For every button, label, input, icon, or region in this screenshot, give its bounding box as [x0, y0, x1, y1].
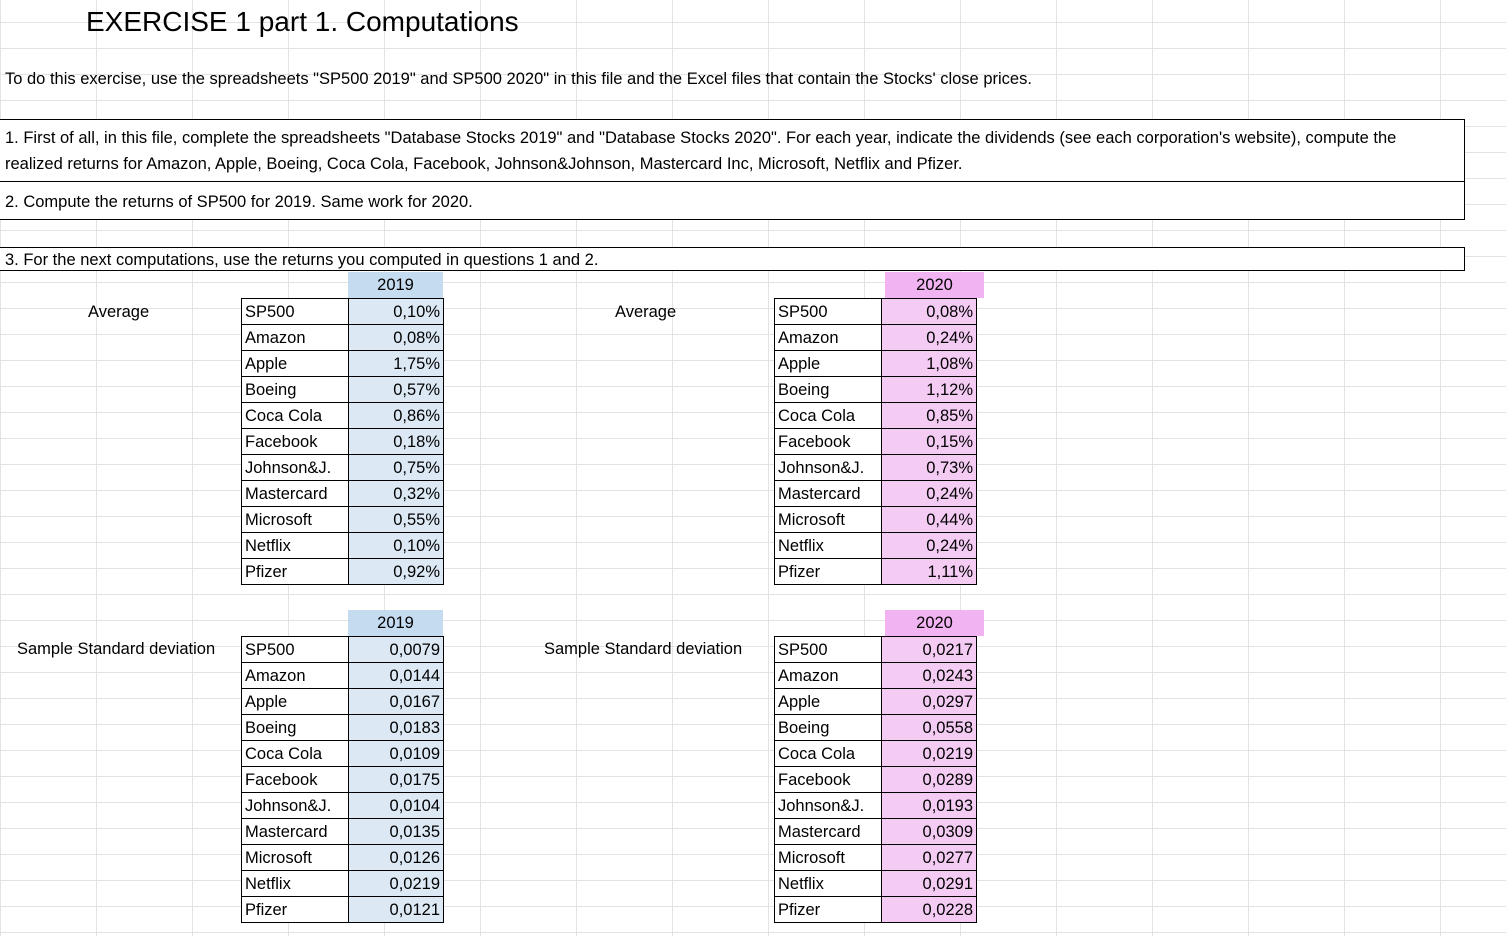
- stdev-2019-ticker-cell[interactable]: Mastercard: [242, 819, 349, 845]
- stdev-2020-value-cell[interactable]: 0,0277: [882, 845, 977, 871]
- table-row: [242, 481, 444, 507]
- year-header-2020-stdev[interactable]: 2020: [885, 610, 984, 636]
- average-2020-value-cell[interactable]: 0,73%: [882, 455, 977, 481]
- average-2020-value-cell[interactable]: 0,24%: [882, 325, 977, 351]
- stdev-2020-ticker-cell[interactable]: Netflix: [775, 871, 882, 897]
- table-row: [242, 819, 444, 845]
- average-2020-value-cell[interactable]: 0,08%: [882, 299, 977, 325]
- table-row: [242, 767, 444, 793]
- stdev-2019-value-cell[interactable]: 0,0183: [349, 715, 444, 741]
- average-2019-value-cell[interactable]: 0,32%: [349, 481, 444, 507]
- table-row: [242, 533, 444, 559]
- table-row: [242, 715, 444, 741]
- average-2020-ticker-cell[interactable]: Pfizer: [775, 559, 882, 585]
- stdev-2020-value-cell[interactable]: 0,0243: [882, 663, 977, 689]
- stdev-2019-ticker-cell[interactable]: SP500: [242, 637, 349, 663]
- table-row: [775, 429, 977, 455]
- stdev-2019-ticker-cell[interactable]: Facebook: [242, 767, 349, 793]
- stdev-2020-value-cell[interactable]: 0,0289: [882, 767, 977, 793]
- table-row: [242, 351, 444, 377]
- table-row: [775, 403, 977, 429]
- average-2019-value-cell[interactable]: 1,75%: [349, 351, 444, 377]
- question-3-text: 3. For the next computations, use the returns you computed in questions 1 and 2.: [5, 251, 599, 269]
- average-2020-ticker-cell[interactable]: Johnson&J.: [775, 455, 882, 481]
- stdev-2019-ticker-cell[interactable]: Johnson&J.: [242, 793, 349, 819]
- table-row: [775, 741, 977, 767]
- average-2020-ticker-cell[interactable]: Amazon: [775, 325, 882, 351]
- stdev-2019-value-cell[interactable]: 0,0079: [349, 637, 444, 663]
- average-2019-ticker-cell[interactable]: Mastercard: [242, 481, 349, 507]
- average-table-2020: [774, 298, 977, 585]
- average-label-2020[interactable]: Average: [615, 303, 677, 321]
- question-2-text: 2. Compute the returns of SP500 for 2019. Same work for 2020.: [5, 193, 473, 211]
- average-2020-value-cell[interactable]: 0,44%: [882, 507, 977, 533]
- stdev-2019-value-cell[interactable]: 0,0109: [349, 741, 444, 767]
- stdev-2020-ticker-cell[interactable]: Pfizer: [775, 897, 882, 923]
- stdev-2019-value-cell[interactable]: 0,0219: [349, 871, 444, 897]
- stdev-2020-value-cell[interactable]: 0,0558: [882, 715, 977, 741]
- average-2020-ticker-cell[interactable]: Boeing: [775, 377, 882, 403]
- average-2019-value-cell[interactable]: 0,10%: [349, 299, 444, 325]
- year-header-2020-average[interactable]: 2020: [885, 272, 984, 298]
- table-row: [775, 689, 977, 715]
- average-2019-ticker-cell[interactable]: Microsoft: [242, 507, 349, 533]
- average-2020-ticker-cell[interactable]: Mastercard: [775, 481, 882, 507]
- table-row: [775, 533, 977, 559]
- table-row: [242, 377, 444, 403]
- stdev-2019-value-cell[interactable]: 0,0126: [349, 845, 444, 871]
- table-row: [242, 455, 444, 481]
- average-2019-ticker-cell[interactable]: Amazon: [242, 325, 349, 351]
- table-row: [242, 871, 444, 897]
- table-row: [775, 507, 977, 533]
- average-2020-ticker-cell[interactable]: Apple: [775, 351, 882, 377]
- table-row: [242, 507, 444, 533]
- table-row: [775, 455, 977, 481]
- stdev-2020-value-cell[interactable]: 0,0297: [882, 689, 977, 715]
- average-2019-value-cell[interactable]: 0,55%: [349, 507, 444, 533]
- table-row: [242, 325, 444, 351]
- stdev-2020-ticker-cell[interactable]: Microsoft: [775, 845, 882, 871]
- stdev-2019-value-cell[interactable]: 0,0104: [349, 793, 444, 819]
- table-row: [242, 637, 444, 663]
- average-2020-ticker-cell[interactable]: Netflix: [775, 533, 882, 559]
- stdev-2020-value-cell[interactable]: 0,0309: [882, 819, 977, 845]
- average-2020-value-cell[interactable]: 0,15%: [882, 429, 977, 455]
- table-row: [775, 897, 977, 923]
- average-label-2019[interactable]: Average: [88, 303, 150, 321]
- stdev-2019-ticker-cell[interactable]: Microsoft: [242, 845, 349, 871]
- stdev-table-2019: [241, 636, 444, 923]
- average-2019-ticker-cell[interactable]: Pfizer: [242, 559, 349, 585]
- stdev-table-2020: [774, 636, 977, 923]
- average-2019-ticker-cell[interactable]: Facebook: [242, 429, 349, 455]
- table-row: [775, 481, 977, 507]
- stdev-2020-value-cell[interactable]: 0,0219: [882, 741, 977, 767]
- table-row: [242, 559, 444, 585]
- stdev-2020-value-cell[interactable]: 0,0291: [882, 871, 977, 897]
- average-2020-value-cell[interactable]: 1,08%: [882, 351, 977, 377]
- table-row: [242, 403, 444, 429]
- stdev-2020-value-cell[interactable]: 0,0217: [882, 637, 977, 663]
- average-2019-value-cell[interactable]: 0,86%: [349, 403, 444, 429]
- table-row: [242, 299, 444, 325]
- stdev-2020-ticker-cell[interactable]: Mastercard: [775, 819, 882, 845]
- average-table-2019: [241, 298, 444, 585]
- average-2019-ticker-cell[interactable]: Johnson&J.: [242, 455, 349, 481]
- average-2019-ticker-cell[interactable]: Coca Cola: [242, 403, 349, 429]
- stdev-2020-ticker-cell[interactable]: SP500: [775, 637, 882, 663]
- average-2020-ticker-cell[interactable]: Coca Cola: [775, 403, 882, 429]
- stdev-2020-ticker-cell[interactable]: Amazon: [775, 663, 882, 689]
- average-2020-value-cell[interactable]: 1,12%: [882, 377, 977, 403]
- table-row: [775, 377, 977, 403]
- table-row: [242, 845, 444, 871]
- year-header-2019-stdev[interactable]: 2019: [348, 610, 443, 636]
- stdev-2019-value-cell[interactable]: 0,0167: [349, 689, 444, 715]
- stdev-2020-ticker-cell[interactable]: Coca Cola: [775, 741, 882, 767]
- stdev-2019-ticker-cell[interactable]: Netflix: [242, 871, 349, 897]
- average-2019-ticker-cell[interactable]: Boeing: [242, 377, 349, 403]
- table-row: [242, 429, 444, 455]
- average-2019-value-cell[interactable]: 0,10%: [349, 533, 444, 559]
- average-2020-ticker-cell[interactable]: Facebook: [775, 429, 882, 455]
- table-row: [775, 637, 977, 663]
- table-row: [242, 793, 444, 819]
- table-row: [775, 715, 977, 741]
- average-2020-ticker-cell[interactable]: SP500: [775, 299, 882, 325]
- average-2019-value-cell[interactable]: 0,75%: [349, 455, 444, 481]
- table-row: [242, 663, 444, 689]
- stdev-2019-value-cell[interactable]: 0,0121: [349, 897, 444, 923]
- average-2019-value-cell[interactable]: 0,08%: [349, 325, 444, 351]
- question-2-cell[interactable]: [0, 181, 1465, 220]
- table-row: [775, 351, 977, 377]
- average-2019-value-cell[interactable]: 0,92%: [349, 559, 444, 585]
- table-row: [775, 793, 977, 819]
- table-row: [775, 871, 977, 897]
- stdev-2019-value-cell[interactable]: 0,0135: [349, 819, 444, 845]
- average-2019-ticker-cell[interactable]: Netflix: [242, 533, 349, 559]
- stdev-2020-value-cell[interactable]: 0,0228: [882, 897, 977, 923]
- average-2020-value-cell[interactable]: 0,24%: [882, 533, 977, 559]
- stdev-2019-ticker-cell[interactable]: Apple: [242, 689, 349, 715]
- stdev-2020-ticker-cell[interactable]: Boeing: [775, 715, 882, 741]
- table-row: [775, 299, 977, 325]
- table-row: [775, 767, 977, 793]
- average-2020-value-cell[interactable]: 1,11%: [882, 559, 977, 585]
- stdev-label-2020[interactable]: Sample Standard deviation: [544, 640, 743, 658]
- question-3-cell[interactable]: [0, 247, 1465, 271]
- stdev-2020-value-cell[interactable]: 0,0193: [882, 793, 977, 819]
- stdev-2020-ticker-cell[interactable]: Apple: [775, 689, 882, 715]
- question-1-text: 1. First of all, in this file, complete the spreadsheets "Database Stocks 2019" and "Database Stocks 2020". For each year, indicate the dividends (see each corporation's website), compute the realized returns for Amazon, Apple, Boeing, Coca Cola, Facebook, Johnson&Johnson, Mastercard Inc, Microsoft, Netflix and Pfizer.: [5, 129, 1397, 173]
- table-row: [242, 897, 444, 923]
- table-row: [775, 845, 977, 871]
- average-2019-value-cell[interactable]: 0,57%: [349, 377, 444, 403]
- sheet-title[interactable]: EXERCISE 1 part 1. Computations: [86, 6, 519, 37]
- table-row: [242, 689, 444, 715]
- table-row: [775, 559, 977, 585]
- table-row: [775, 325, 977, 351]
- stdev-2019-value-cell[interactable]: 0,0175: [349, 767, 444, 793]
- table-row: [242, 741, 444, 767]
- stdev-2020-ticker-cell[interactable]: Johnson&J.: [775, 793, 882, 819]
- stdev-2019-ticker-cell[interactable]: Boeing: [242, 715, 349, 741]
- question-1-cell[interactable]: [0, 119, 1465, 182]
- average-2019-ticker-cell[interactable]: Apple: [242, 351, 349, 377]
- table-row: [775, 663, 977, 689]
- average-2020-value-cell[interactable]: 0,24%: [882, 481, 977, 507]
- intro-text[interactable]: To do this exercise, use the spreadsheets "SP500 2019" and SP500 2020" in this file and the Excel files that contain the Stocks' close prices.: [5, 70, 1032, 88]
- average-2019-ticker-cell[interactable]: SP500: [242, 299, 349, 325]
- table-row: [775, 819, 977, 845]
- stdev-2019-ticker-cell[interactable]: Amazon: [242, 663, 349, 689]
- stdev-2019-ticker-cell[interactable]: Pfizer: [242, 897, 349, 923]
- stdev-label-2019[interactable]: Sample Standard deviation: [17, 640, 216, 658]
- average-2020-ticker-cell[interactable]: Microsoft: [775, 507, 882, 533]
- stdev-2020-ticker-cell[interactable]: Facebook: [775, 767, 882, 793]
- average-2020-value-cell[interactable]: 0,85%: [882, 403, 977, 429]
- year-header-2019-average[interactable]: 2019: [348, 272, 443, 298]
- stdev-2019-value-cell[interactable]: 0,0144: [349, 663, 444, 689]
- stdev-2019-ticker-cell[interactable]: Coca Cola: [242, 741, 349, 767]
- average-2019-value-cell[interactable]: 0,18%: [349, 429, 444, 455]
